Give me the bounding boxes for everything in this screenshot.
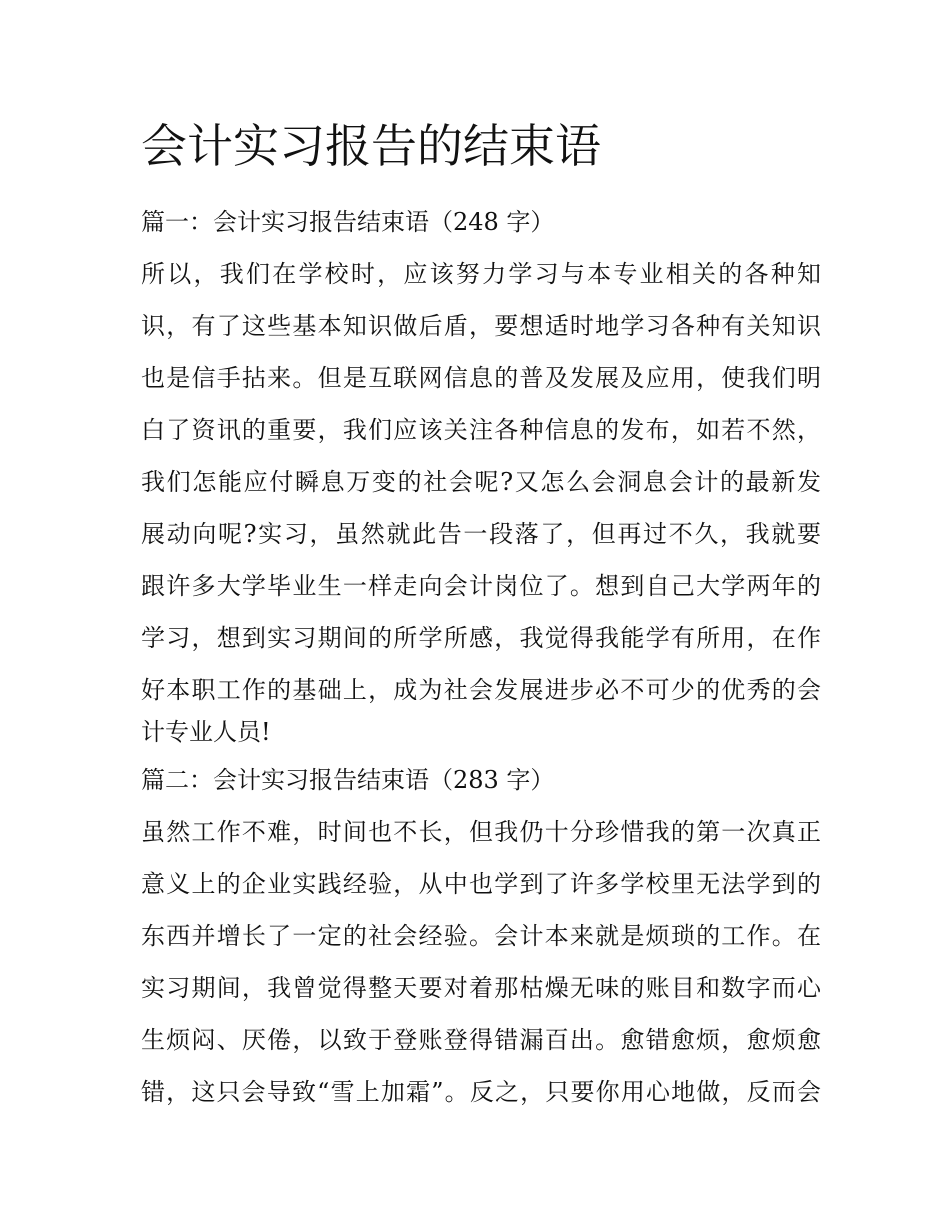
section-1-line: 好本职工作的基础上，成为社会发展进步必不可少的优秀的会 <box>141 676 821 704</box>
section-2-line: 错，这只会导致“雪上加霜”。反之，只要你用心地做，反而会 <box>141 1078 821 1106</box>
section-1-heading: 篇一：会计实习报告结束语（248 字） <box>141 208 555 236</box>
section-2-line: 东西并增长了一定的社会经验。会计本来就是烦琐的工作。在 <box>141 922 821 950</box>
section-1-line: 识，有了这些基本知识做后盾，要想适时地学习各种有关知识 <box>141 312 821 340</box>
document-title: 会计实习报告的结束语 <box>141 119 601 173</box>
section-1-line: 白了资讯的重要，我们应该关注各种信息的发布，如若不然， <box>141 416 821 444</box>
section-1-line: 我们怎能应付瞬息万变的社会呢?又怎么会洞息会计的最新发 <box>141 468 821 496</box>
section-1-line: 展动向呢?实习，虽然就此告一段落了，但再过不久，我就要 <box>141 520 821 548</box>
section-2-heading: 篇二：会计实习报告结束语（283 字） <box>141 766 555 794</box>
section-2-line: 实习期间，我曾觉得整天要对着那枯燥无味的账目和数字而心 <box>141 974 821 1002</box>
section-2-line: 意义上的企业实践经验，从中也学到了许多学校里无法学到的 <box>141 870 821 898</box>
section-2-line: 生烦闷、厌倦，以致于登账登得错漏百出。愈错愈烦，愈烦愈 <box>141 1026 821 1054</box>
section-1-line: 也是信手拈来。但是互联网信息的普及发展及应用，使我们明 <box>141 364 821 392</box>
section-2-line: 虽然工作不难，时间也不长，但我仍十分珍惜我的第一次真正 <box>141 818 821 846</box>
section-1-line: 学习，想到实习期间的所学所感，我觉得我能学有所用，在作 <box>141 624 821 652</box>
section-1-line: 计专业人员! <box>141 718 271 746</box>
section-1-line: 跟许多大学毕业生一样走向会计岗位了。想到自己大学两年的 <box>141 572 821 600</box>
section-1-line: 所以，我们在学校时，应该努力学习与本专业相关的各种知 <box>141 260 821 288</box>
